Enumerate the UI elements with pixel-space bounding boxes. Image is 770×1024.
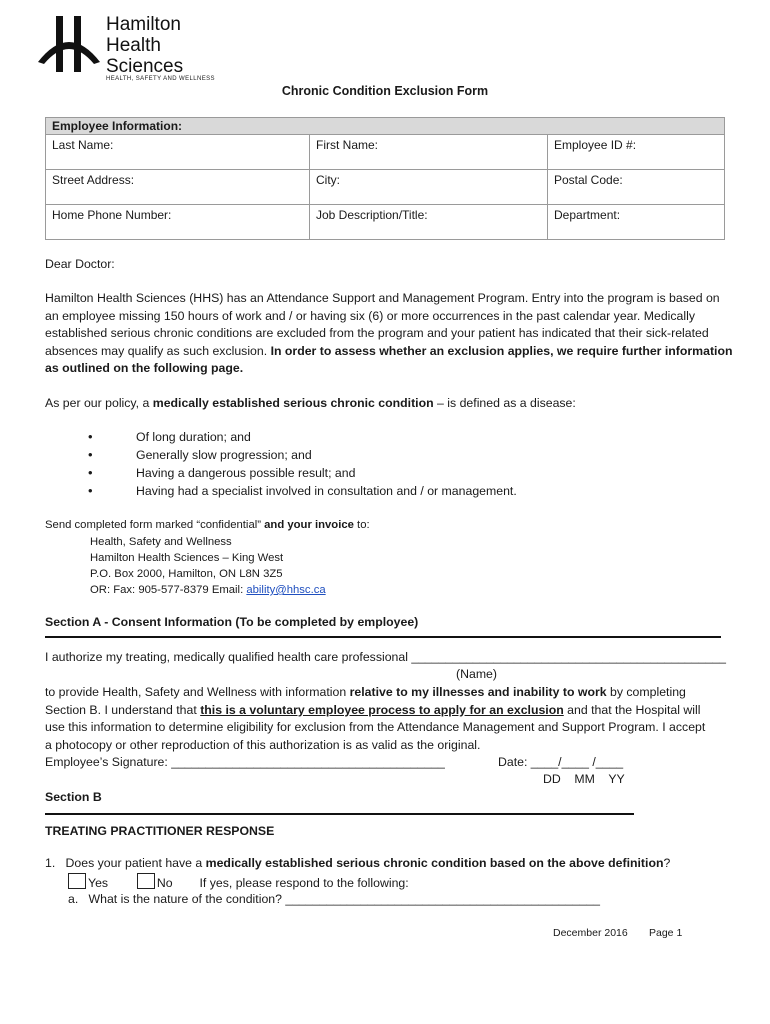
date-field[interactable]: Date: ____/____ /____ bbox=[498, 755, 624, 769]
postal-code-field[interactable]: Postal Code: bbox=[548, 170, 725, 205]
question-number: 1. bbox=[45, 856, 56, 870]
logo-line-sciences: Sciences bbox=[106, 56, 184, 77]
hhs-logo bbox=[36, 14, 236, 86]
job-title-field[interactable]: Job Description/Title: bbox=[310, 205, 548, 240]
signature-field[interactable]: Employee’s Signature: ________________________________________ bbox=[45, 755, 445, 769]
nature-of-condition-field[interactable]: a. What is the nature of the condition? ______________________________________________ bbox=[68, 892, 600, 906]
section-b-heading: Section B bbox=[45, 790, 102, 804]
name-caption: (Name) bbox=[456, 667, 497, 681]
address-line: Hamilton Health Sciences – King West bbox=[90, 552, 284, 564]
send-instructions: Send completed form marked “confidential” and your invoice to: bbox=[45, 519, 370, 531]
salutation: Dear Doctor: bbox=[45, 257, 115, 271]
logo-line-hamilton: Hamilton bbox=[106, 14, 181, 35]
department-field[interactable]: Department: bbox=[548, 205, 725, 240]
employee-info-header: Employee Information: bbox=[46, 118, 725, 135]
footer-page-number: Page 1 bbox=[649, 927, 683, 939]
street-address-field[interactable]: Street Address: bbox=[46, 170, 310, 205]
table-row bbox=[46, 135, 725, 170]
table-row bbox=[46, 170, 725, 205]
consent-paragraph: to provide Health, Safety and Wellness with information relative to my illnesses and inability to work by completing Section B. I understand that this is a voluntary employee process to apply for an exclusion and that the Hospital will use this information to determine eligibility for exclusion from the Attendance Management and Support Program. I accept a photocopy or other reproduction of this authorization is as valid as the original. bbox=[45, 685, 706, 752]
first-name-field[interactable]: First Name: bbox=[310, 135, 548, 170]
section-a-divider bbox=[45, 636, 721, 638]
logo-tagline: HEALTH, SAFETY AND WELLNESS bbox=[106, 76, 215, 82]
list-item: • Having a dangerous possible result; and bbox=[88, 464, 517, 482]
list-item: • Generally slow progression; and bbox=[88, 446, 517, 464]
if-yes-instruction: If yes, please respond to the following: bbox=[199, 876, 409, 890]
city-field[interactable]: City: bbox=[310, 170, 548, 205]
definition-list bbox=[88, 428, 517, 500]
address-line: P.O. Box 2000, Hamilton, ON L8N 3Z5 bbox=[90, 568, 283, 580]
employee-info-table bbox=[45, 117, 725, 240]
intro-paragraph: Hamilton Health Sciences (HHS) has an Attendance Support and Management Program. Entry into the program is based on an employee missing 150 hours of work and / or having six (6) or more occurrences in the past calendar year. Medically established serious chronic conditions are excluded from the program and your patient has indicated that their sick-related absences may qualify as such exclusion. In order to assess whether an exclusion applies, we require further information as outlined on the following page. bbox=[45, 291, 733, 376]
practitioner-response-heading: TREATING PRACTITIONER RESPONSE bbox=[45, 824, 275, 838]
question-1: 1. Does your patient have a medically established serious chronic condition based on the above definition? bbox=[45, 856, 671, 870]
footer-date: December 2016 bbox=[553, 927, 628, 939]
address-line: Health, Safety and Wellness bbox=[90, 536, 232, 548]
mailing-address bbox=[90, 534, 326, 598]
hhs-logo-mark-icon bbox=[36, 14, 102, 74]
section-b-divider bbox=[45, 813, 634, 815]
employee-id-field[interactable]: Employee ID #: bbox=[548, 135, 725, 170]
list-item: • Of long duration; and bbox=[88, 428, 517, 446]
table-row bbox=[46, 205, 725, 240]
date-format-caption: DD MM YY bbox=[543, 772, 625, 786]
email-link[interactable]: ability@hhsc.ca bbox=[246, 584, 326, 596]
contact-line: OR: Fax: 905-577-8379 Email: ability@hhsc.ca bbox=[90, 584, 326, 596]
yes-label: Yes bbox=[88, 876, 109, 890]
no-label: No bbox=[156, 876, 173, 890]
yes-no-row bbox=[68, 873, 518, 893]
practitioner-name-field[interactable]: I authorize my treating, medically qualified health care professional ______________________________________________ bbox=[45, 650, 726, 664]
list-item: • Having had a specialist involved in consultation and / or management. bbox=[88, 482, 517, 500]
home-phone-field[interactable]: Home Phone Number: bbox=[46, 205, 310, 240]
policy-definition: As per our policy, a medically established serious chronic condition – is defined as a disease: bbox=[45, 396, 576, 410]
last-name-field[interactable]: Last Name: bbox=[46, 135, 310, 170]
yes-checkbox[interactable] bbox=[68, 873, 86, 889]
no-checkbox[interactable] bbox=[137, 873, 155, 889]
section-a-heading: Section A - Consent Information (To be completed by employee) bbox=[45, 615, 419, 629]
form-title: Chronic Condition Exclusion Form bbox=[281, 84, 489, 98]
logo-line-health: Health bbox=[106, 35, 161, 56]
